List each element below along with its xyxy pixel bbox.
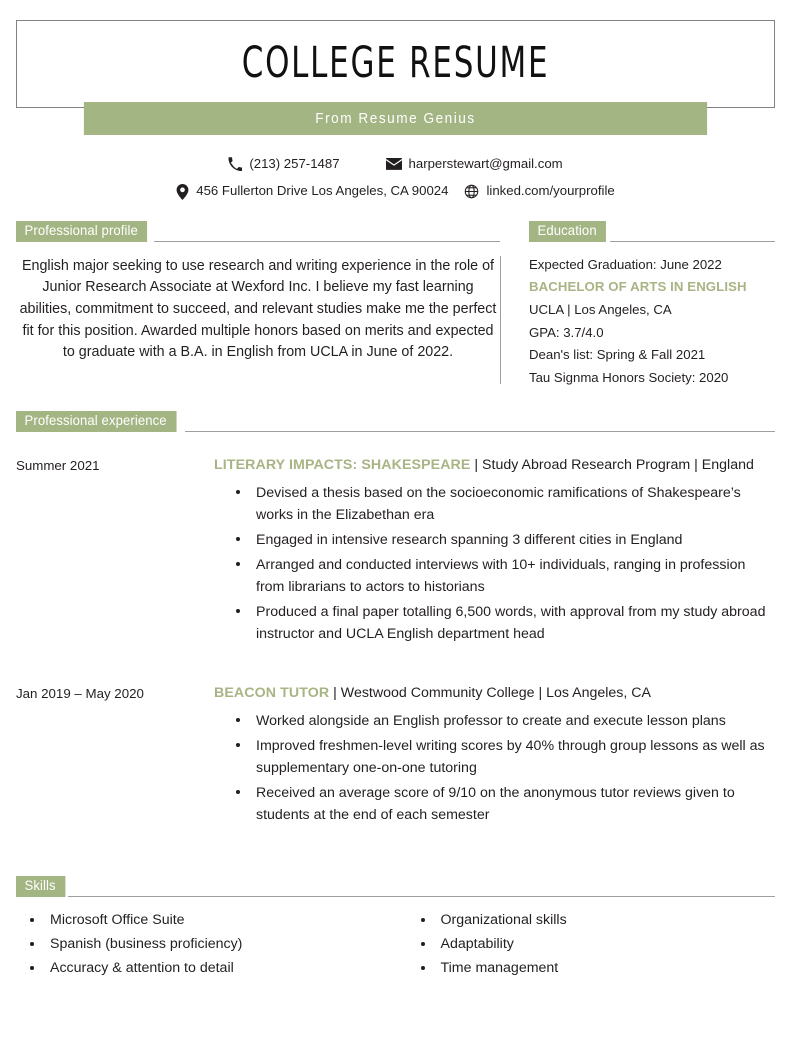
job-title-line bbox=[214, 685, 775, 702]
envelope-icon bbox=[386, 158, 402, 170]
job-role: BEACON TUTOR bbox=[214, 684, 330, 701]
section-header-education bbox=[529, 221, 775, 242]
contact-row-secondary bbox=[0, 184, 791, 200]
profile-column bbox=[16, 242, 500, 390]
section-title-education: Education bbox=[529, 221, 606, 242]
map-pin-icon bbox=[176, 184, 189, 200]
skills-section bbox=[16, 876, 775, 897]
experience-section bbox=[16, 411, 775, 829]
education-details bbox=[529, 242, 775, 390]
job-meta: | Study Abroad Research Program | England bbox=[470, 456, 754, 473]
skills-list bbox=[16, 909, 385, 981]
job-date: Summer 2021 bbox=[16, 457, 100, 473]
job-role: LITERARY IMPACTS: SHAKESPEARE bbox=[214, 456, 471, 473]
education-gpa: GPA: 3.7/4.0 bbox=[529, 324, 604, 340]
resume-header bbox=[16, 20, 775, 139]
contact-email[interactable] bbox=[386, 157, 563, 172]
resume-page bbox=[0, 20, 791, 1044]
job-meta: | Westwood Community College | Los Angeles, CA bbox=[329, 684, 651, 701]
header-subtitle-banner: From Resume Genius bbox=[84, 102, 707, 135]
section-header-professional-profile bbox=[16, 221, 500, 242]
job-bullet: Improved freshmen-level writing scores by 40% through group lessons as well as supplementary one-on-one tutoring bbox=[236, 735, 775, 779]
skill-item: Organizational skills bbox=[421, 909, 776, 933]
globe-icon bbox=[464, 184, 479, 199]
job-bullet: Arranged and conducted interviews with 10+ individuals, ranging in profession from librarians to actors to historians bbox=[236, 554, 775, 598]
address-text: 456 Fullerton Drive Los Angeles, CA 90024 bbox=[196, 183, 449, 199]
skills-column-left bbox=[16, 909, 385, 981]
job-bullet: Devised a thesis based on the socioeconomic ramifications of Shakespeare’s works in the Elizabethan era bbox=[236, 482, 775, 526]
section-title-professional-experience: Professional experience bbox=[16, 411, 176, 432]
job-title-line bbox=[214, 457, 775, 474]
education-degree: BACHELOR OF ARTS IN ENGLISH bbox=[529, 279, 747, 295]
experience-entry bbox=[16, 685, 775, 829]
contact-info bbox=[0, 157, 791, 200]
contact-row-primary bbox=[0, 157, 791, 172]
experience-entry bbox=[16, 457, 775, 648]
education-deans-list: Dean's list: Spring & Fall 2021 bbox=[529, 347, 706, 363]
phone-icon bbox=[228, 157, 242, 171]
profile-summary-text: English major seeking to use research and writing experience in the role of Junior Research Associate at Wexford Inc. I believe my fast learning abilities, commitment to succeed, and relevant studies make me the perfect fit for this position. Awarded multiple honors based on merits and expected to graduate with a B.A. in English from UCLA in June of 2022. bbox=[19, 257, 497, 361]
education-honors: Tau Signma Honors Society: 2020 bbox=[529, 370, 729, 386]
section-rule bbox=[68, 896, 775, 897]
education-column bbox=[501, 242, 775, 390]
section-rule bbox=[185, 431, 775, 432]
skill-item: Microsoft Office Suite bbox=[30, 909, 385, 933]
skills-list bbox=[407, 909, 776, 981]
skills-column-right bbox=[385, 909, 776, 981]
section-title-professional-profile: Professional profile bbox=[16, 221, 147, 242]
email-address: harperstewart@gmail.com bbox=[408, 156, 563, 171]
job-bullet: Worked alongside an English professor to create and execute lesson plans bbox=[236, 710, 775, 732]
profile-education-columns bbox=[16, 242, 775, 390]
section-header-skills bbox=[16, 876, 775, 897]
contact-phone[interactable] bbox=[228, 157, 339, 172]
job-details bbox=[214, 685, 775, 829]
page-title: COLLEGE RESUME bbox=[241, 38, 550, 88]
job-bullet-list bbox=[214, 482, 775, 645]
skills-columns bbox=[16, 897, 775, 981]
contact-website[interactable] bbox=[464, 184, 614, 199]
section-title-skills: Skills bbox=[16, 876, 65, 897]
phone-number: (213) 257-1487 bbox=[249, 156, 340, 171]
education-graduation: Expected Graduation: June 2022 bbox=[529, 256, 722, 272]
skill-item: Spanish (business proficiency) bbox=[30, 933, 385, 957]
job-date: Jan 2019 – May 2020 bbox=[16, 685, 144, 701]
section-header-professional-experience bbox=[16, 411, 775, 432]
contact-address[interactable] bbox=[176, 184, 448, 200]
skill-item: Accuracy & attention to detail bbox=[30, 957, 385, 981]
skill-item: Time management bbox=[421, 957, 776, 981]
job-bullet: Engaged in intensive research spanning 3 different cities in England bbox=[236, 529, 775, 551]
job-details bbox=[214, 457, 775, 648]
job-bullet-list bbox=[214, 710, 775, 826]
education-school: UCLA | Los Angeles, CA bbox=[529, 301, 672, 317]
website-url: linked.com/yourprofile bbox=[486, 183, 615, 199]
job-bullet: Produced a final paper totalling 6,500 words, with approval from my study abroad instructor and UCLA English department head bbox=[236, 601, 775, 645]
skill-item: Adaptability bbox=[421, 933, 776, 957]
job-bullet: Received an average score of 9/10 on the anonymous tutor reviews given to students at the end of each semester bbox=[236, 782, 775, 826]
